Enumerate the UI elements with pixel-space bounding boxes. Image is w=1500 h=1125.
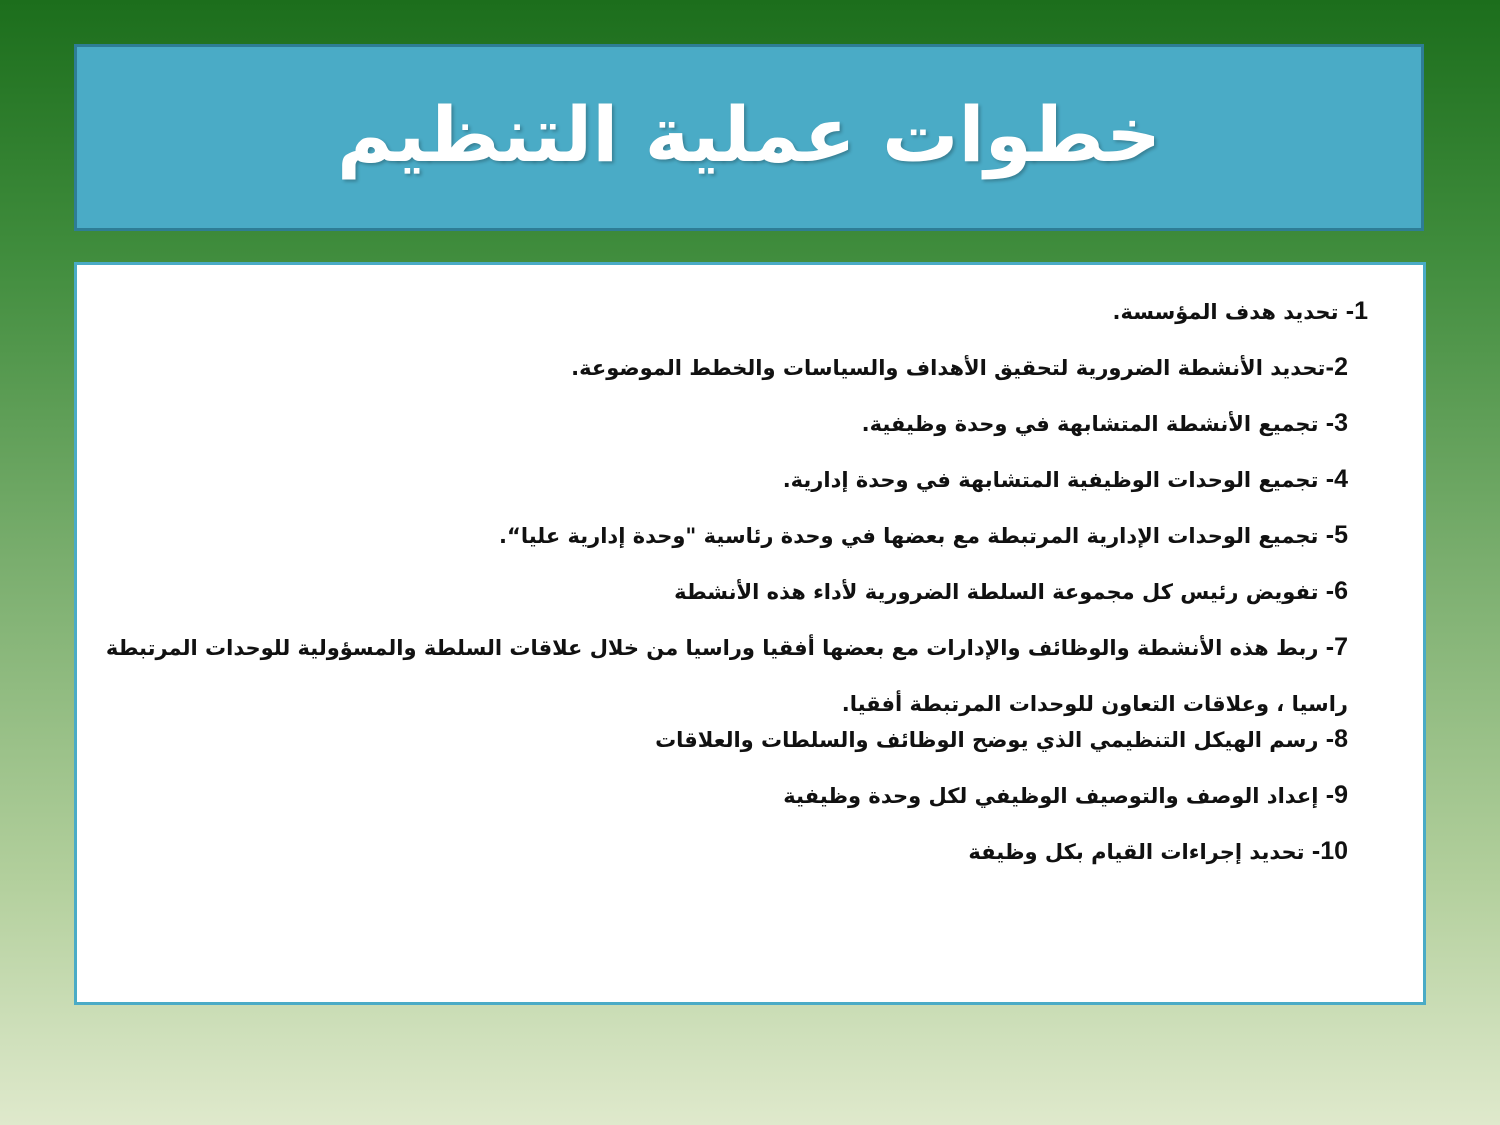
step-text: تجميع الوحدات الإدارية المرتبطة مع بعضها في وحدة رئاسية "وحدة إدارية عليا“. [499, 524, 1326, 548]
step-text: إعداد الوصف والتوصيف الوظيفي لكل وحدة وظيفية [783, 784, 1326, 808]
step-text: تفويض رئيس كل مجموعة السلطة الضرورية لأداء هذه الأنشطة [674, 580, 1326, 604]
step-text: -تحديد الأنشطة الضرورية لتحقيق الأهداف والسياسات والخطط الموضوعة. [571, 356, 1335, 380]
step-number: 5- [1325, 521, 1348, 549]
title-banner [74, 44, 1424, 231]
step-text: تجميع الأنشطة المتشابهة في وحدة وظيفية. [861, 412, 1326, 436]
step-number: 7- [1325, 633, 1348, 661]
content-panel [74, 262, 1426, 1005]
step-number: 9- [1325, 781, 1348, 809]
step-item [118, 461, 1348, 517]
step-number: 4- [1325, 465, 1348, 493]
step-text: تحديد إجراءات القيام بكل وظيفة [968, 840, 1312, 864]
step-number: 6- [1325, 577, 1348, 605]
step-text: تحديد هدف المؤسسة. [1112, 300, 1346, 324]
step-number: 3- [1325, 409, 1348, 437]
step-text: تجميع الوحدات الوظيفية المتشابهة في وحدة إدارية. [782, 468, 1326, 492]
steps-list [105, 293, 1368, 889]
step-item [118, 777, 1348, 833]
step-item [118, 405, 1348, 461]
step-text: ربط هذه الأنشطة والوظائف والإدارات مع بعضها أفقيا وراسيا من خلال علاقات السلطة والمسؤولية للوحدات المرتبطة راسيا ، وعلاقات التعاون للوحدات المرتبطة أفقيا. [105, 636, 1348, 716]
step-item [118, 721, 1348, 777]
step-item [118, 293, 1368, 349]
step-item [118, 349, 1348, 405]
step-text: رسم الهيكل التنظيمي الذي يوضح الوظائف والسلطات والعلاقات [655, 728, 1326, 752]
slide-title: خطوات عملية التنظيم [336, 89, 1162, 179]
step-number: 8- [1325, 725, 1348, 753]
step-number: 1- [1345, 297, 1368, 325]
step-number: 10- [1311, 837, 1348, 865]
step-item [118, 517, 1348, 573]
step-item [88, 619, 1348, 731]
step-number: 2 [1334, 353, 1348, 381]
step-item [118, 833, 1348, 889]
